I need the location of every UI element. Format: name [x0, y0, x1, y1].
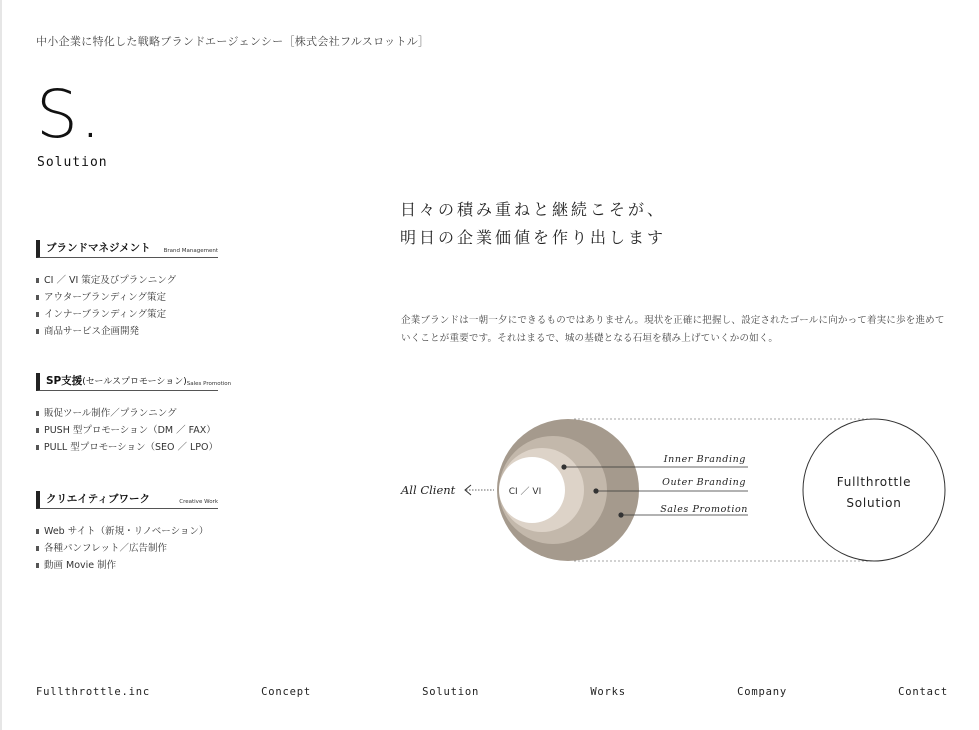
section-sales-promotion: [36, 373, 232, 456]
list-item: PUSH 型プロモーション（DM ／ FAX）: [36, 422, 218, 439]
branding-diagram-svg: [396, 412, 956, 572]
section-creative-work: [36, 491, 218, 574]
goal-label-line-1: Fullthrottle: [836, 475, 912, 489]
all-client-label: All Client: [401, 483, 456, 497]
outer-branding-dot-icon: [593, 488, 598, 493]
section-header: [36, 373, 232, 391]
fullthrottle-solution-circle: [803, 419, 945, 561]
sales-promotion-label: Sales Promotion: [660, 504, 748, 515]
list-item: CI ／ VI 策定及びプランニング: [36, 272, 218, 289]
inner-branding-label: Inner Branding: [663, 454, 746, 465]
bullet-square-icon: [36, 445, 39, 450]
page-letter-mark: S.: [36, 76, 103, 153]
sales-promotion-dot-icon: [618, 512, 623, 517]
service-list: [36, 523, 218, 574]
list-item: Web サイト（新規・リノベーション）: [36, 523, 218, 540]
left-edge-rule: [0, 0, 2, 730]
page-title: Solution: [37, 155, 108, 170]
section-title: クリエイティブワーク: [46, 493, 150, 505]
outer-branding-label: Outer Branding: [662, 477, 746, 488]
bullet-square-icon: [36, 329, 39, 334]
section-header: [36, 491, 218, 509]
bullet-square-icon: [36, 546, 39, 551]
main-body-copy: 企業ブランドは一朝一夕にできるものではありません。現状を正確に把握し、設定されたゴールに向かって着実に歩を進めていくことが重要です。それはまるで、城の基礎となる石垣を積み上げていくかの如く。: [401, 315, 945, 344]
headline-line-2: 明日の企業価値を作り出します: [400, 228, 667, 247]
main-headline: [400, 196, 666, 252]
branding-diagram: [396, 412, 956, 572]
headline-line-1: 日々の積み重ねと継続こそが、: [400, 200, 667, 219]
service-list: [36, 272, 218, 340]
section-english-label: Sales Promotion: [186, 381, 232, 387]
footer-link-home[interactable]: Fullthrottle.inc: [36, 686, 150, 698]
site-tagline: 中小企業に特化した戦略ブランドエージェンシー［株式会社フルスロットル］: [36, 35, 430, 48]
bullet-square-icon: [36, 312, 39, 317]
footer-link-solution[interactable]: Solution: [422, 686, 480, 698]
bullet-square-icon: [36, 278, 39, 283]
list-item: 販促ツール制作／プランニング: [36, 405, 218, 422]
footer-link-company[interactable]: Company: [737, 686, 787, 698]
footer-link-concept[interactable]: Concept: [261, 686, 311, 698]
bullet-square-icon: [36, 295, 39, 300]
list-item: 各種パンフレット／広告制作: [36, 540, 218, 557]
list-item: インナーブランディング策定: [36, 306, 218, 323]
list-item: アウターブランディング策定: [36, 289, 218, 306]
bullet-square-icon: [36, 529, 39, 534]
goal-label-line-2: Solution: [846, 496, 902, 510]
ci-vi-label: CI ／ VI: [508, 487, 542, 497]
list-item: 動画 Movie 制作: [36, 557, 218, 574]
list-item: 商品サービス企画開発: [36, 323, 218, 340]
service-list: [36, 405, 218, 456]
section-title: ブランドマネジメント: [46, 242, 151, 254]
section-english-label: Brand Management: [163, 248, 218, 254]
list-item: PULL 型プロモーション（SEO ／ LPO）: [36, 439, 218, 456]
section-brand-management: [36, 240, 218, 340]
bullet-square-icon: [36, 428, 39, 433]
bullet-square-icon: [36, 563, 39, 568]
footer-link-works[interactable]: Works: [590, 686, 626, 698]
footer-link-contact[interactable]: Contact: [898, 686, 948, 698]
section-header: [36, 240, 218, 258]
inner-branding-dot-icon: [561, 464, 566, 469]
section-english-label: Creative Work: [179, 499, 218, 505]
section-title: SP支援(セールスプロモーション): [46, 375, 187, 387]
footer-nav: [36, 686, 948, 698]
bullet-square-icon: [36, 411, 39, 416]
